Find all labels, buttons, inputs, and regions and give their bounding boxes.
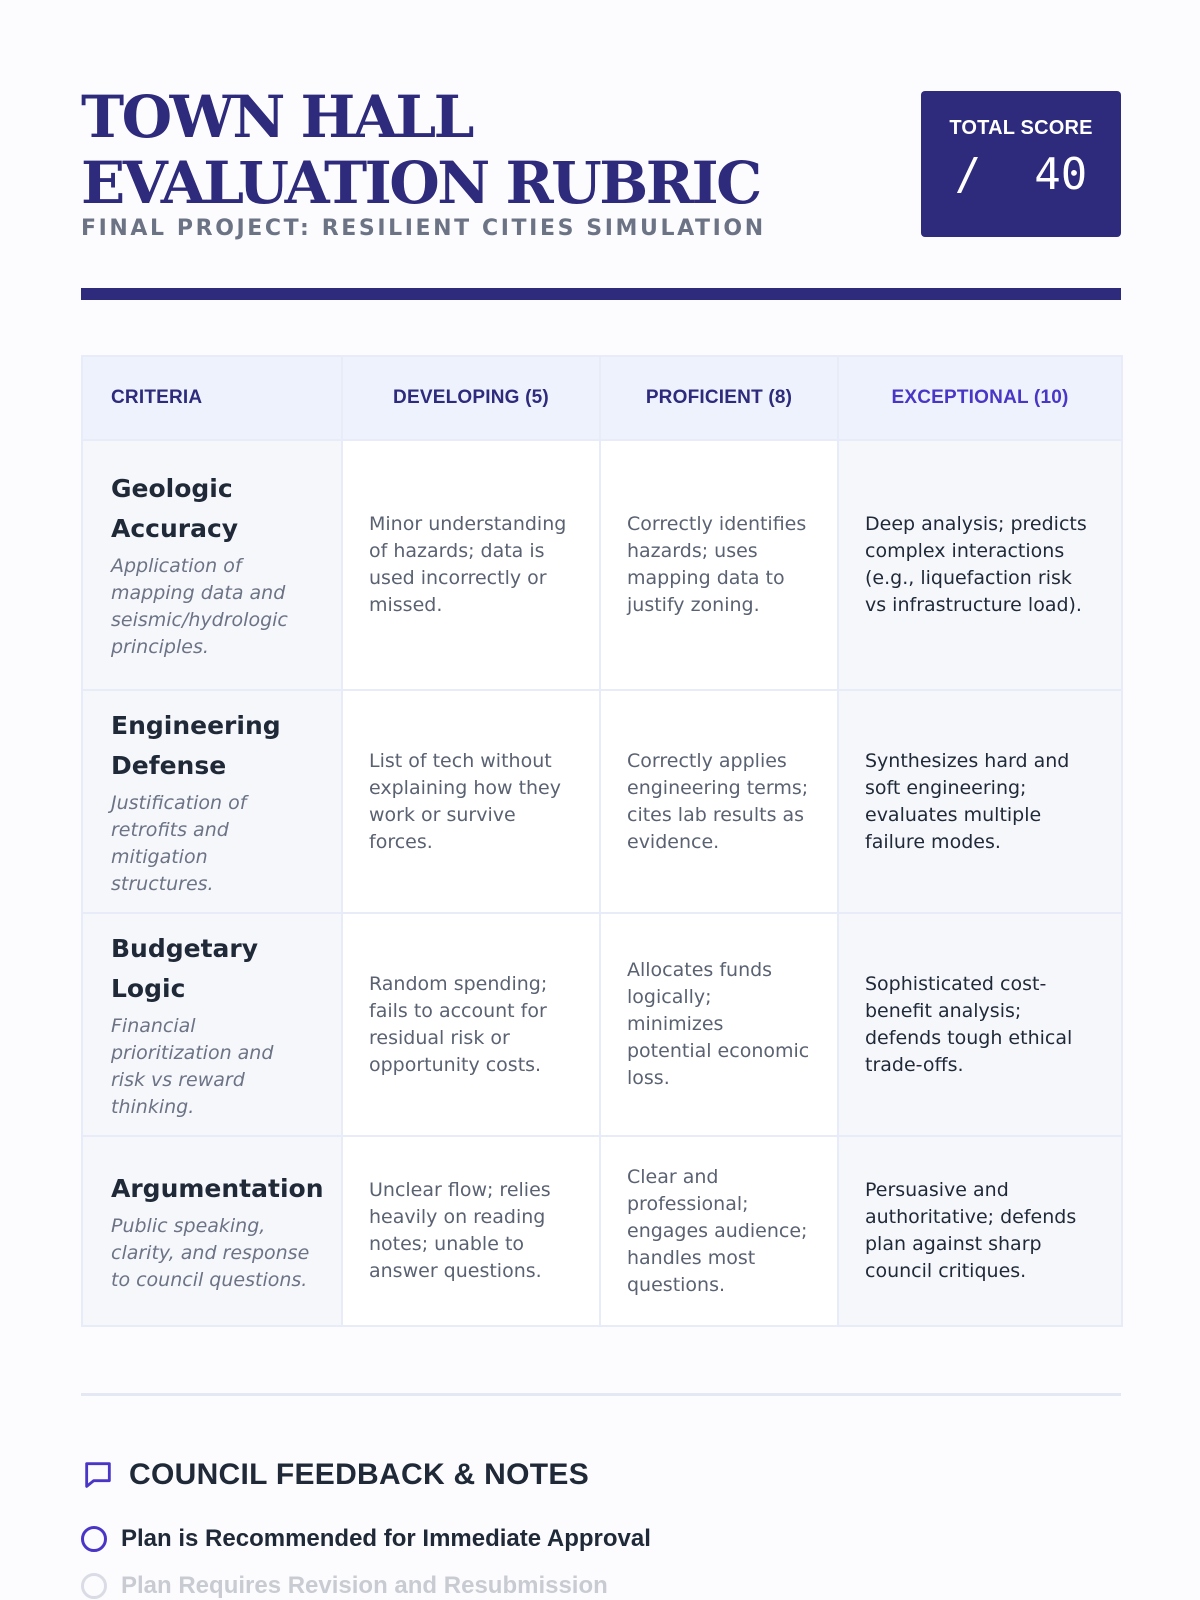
proficient-cell[interactable]: Correctly applies engineering terms; cites lab results as evidence. xyxy=(600,690,838,913)
rubric-header-row xyxy=(82,356,1122,440)
proficient-cell[interactable]: Correctly identifies hazards; uses mapping data to justify zoning. xyxy=(600,440,838,690)
revision-option[interactable] xyxy=(81,1572,608,1600)
table-row xyxy=(82,913,1122,1136)
criteria-name: Argumentation xyxy=(111,1173,324,1203)
criteria-cell xyxy=(82,440,342,690)
criteria-description: Financial prioritization and risk vs reward thinking. xyxy=(111,1014,274,1118)
page-title: TOWN HALL EVALUATION RUBRIC xyxy=(81,83,760,217)
approval-radio[interactable] xyxy=(81,1526,107,1552)
table-row xyxy=(82,690,1122,913)
column-header-developing: DEVELOPING (5) xyxy=(342,356,600,440)
approval-option-label: Plan is Recommended for Immediate Approval xyxy=(121,1525,651,1552)
exceptional-cell[interactable]: Deep analysis; predicts complex interactions (e.g., liquefaction risk vs infrastructure load). xyxy=(838,440,1122,690)
developing-cell[interactable]: Random spending; fails to account for residual risk or opportunity costs. xyxy=(342,913,600,1136)
section-divider xyxy=(81,1393,1121,1396)
developing-cell[interactable]: Unclear flow; relies heavily on reading notes; unable to answer questions. xyxy=(342,1136,600,1326)
revision-option-label: Plan Requires Revision and Resubmission xyxy=(121,1572,608,1599)
column-header-criteria: CRITERIA xyxy=(82,356,342,440)
column-header-exceptional: EXCEPTIONAL (10) xyxy=(838,356,1122,440)
header-divider xyxy=(81,288,1121,300)
criteria-description: Justification of retrofits and mitigation structures. xyxy=(111,791,247,895)
exceptional-cell[interactable]: Sophisticated cost-benefit analysis; defends tough ethical trade-offs. xyxy=(838,913,1122,1136)
rubric-page xyxy=(81,0,1121,1599)
criteria-cell xyxy=(82,913,342,1136)
total-score-value: / 40 xyxy=(954,149,1088,200)
exceptional-cell[interactable]: Persuasive and authoritative; defends plan against sharp council critiques. xyxy=(838,1136,1122,1326)
table-row xyxy=(82,1136,1122,1326)
feedback-title: COUNCIL FEEDBACK & NOTES xyxy=(129,1458,589,1491)
proficient-cell[interactable]: Allocates funds logically; minimizes potential economic loss. xyxy=(600,913,838,1136)
criteria-name: Engineering Defense xyxy=(111,710,281,780)
criteria-description: Application of mapping data and seismic/hydrologic principles. xyxy=(111,555,288,658)
comment-icon xyxy=(81,1458,115,1492)
total-score-box xyxy=(921,91,1121,237)
table-row xyxy=(82,440,1122,690)
column-header-proficient: PROFICIENT (8) xyxy=(600,356,838,440)
approval-option[interactable] xyxy=(81,1525,651,1553)
page-subtitle: FINAL PROJECT: RESILIENT CITIES SIMULATION xyxy=(81,216,766,241)
page-header xyxy=(81,0,1121,300)
developing-cell[interactable]: Minor understanding of hazards; data is used incorrectly or missed. xyxy=(342,440,600,690)
developing-cell[interactable]: List of tech without explaining how they work or survive forces. xyxy=(342,690,600,913)
criteria-description: Public speaking, clarity, and response to council questions. xyxy=(111,1214,310,1291)
feedback-section-header xyxy=(81,1455,589,1495)
criteria-name: Geologic Accuracy xyxy=(111,474,239,543)
rubric-table xyxy=(81,355,1123,1327)
criteria-name: Budgetary Logic xyxy=(111,933,259,1003)
proficient-cell[interactable]: Clear and professional; engages audience; handles most questions. xyxy=(600,1136,838,1326)
exceptional-cell[interactable]: Synthesizes hard and soft engineering; evaluates multiple failure modes. xyxy=(838,690,1122,913)
criteria-cell xyxy=(82,690,342,913)
total-score-label: TOTAL SCORE xyxy=(949,117,1093,139)
revision-radio[interactable] xyxy=(81,1573,107,1599)
criteria-cell xyxy=(82,1136,342,1326)
